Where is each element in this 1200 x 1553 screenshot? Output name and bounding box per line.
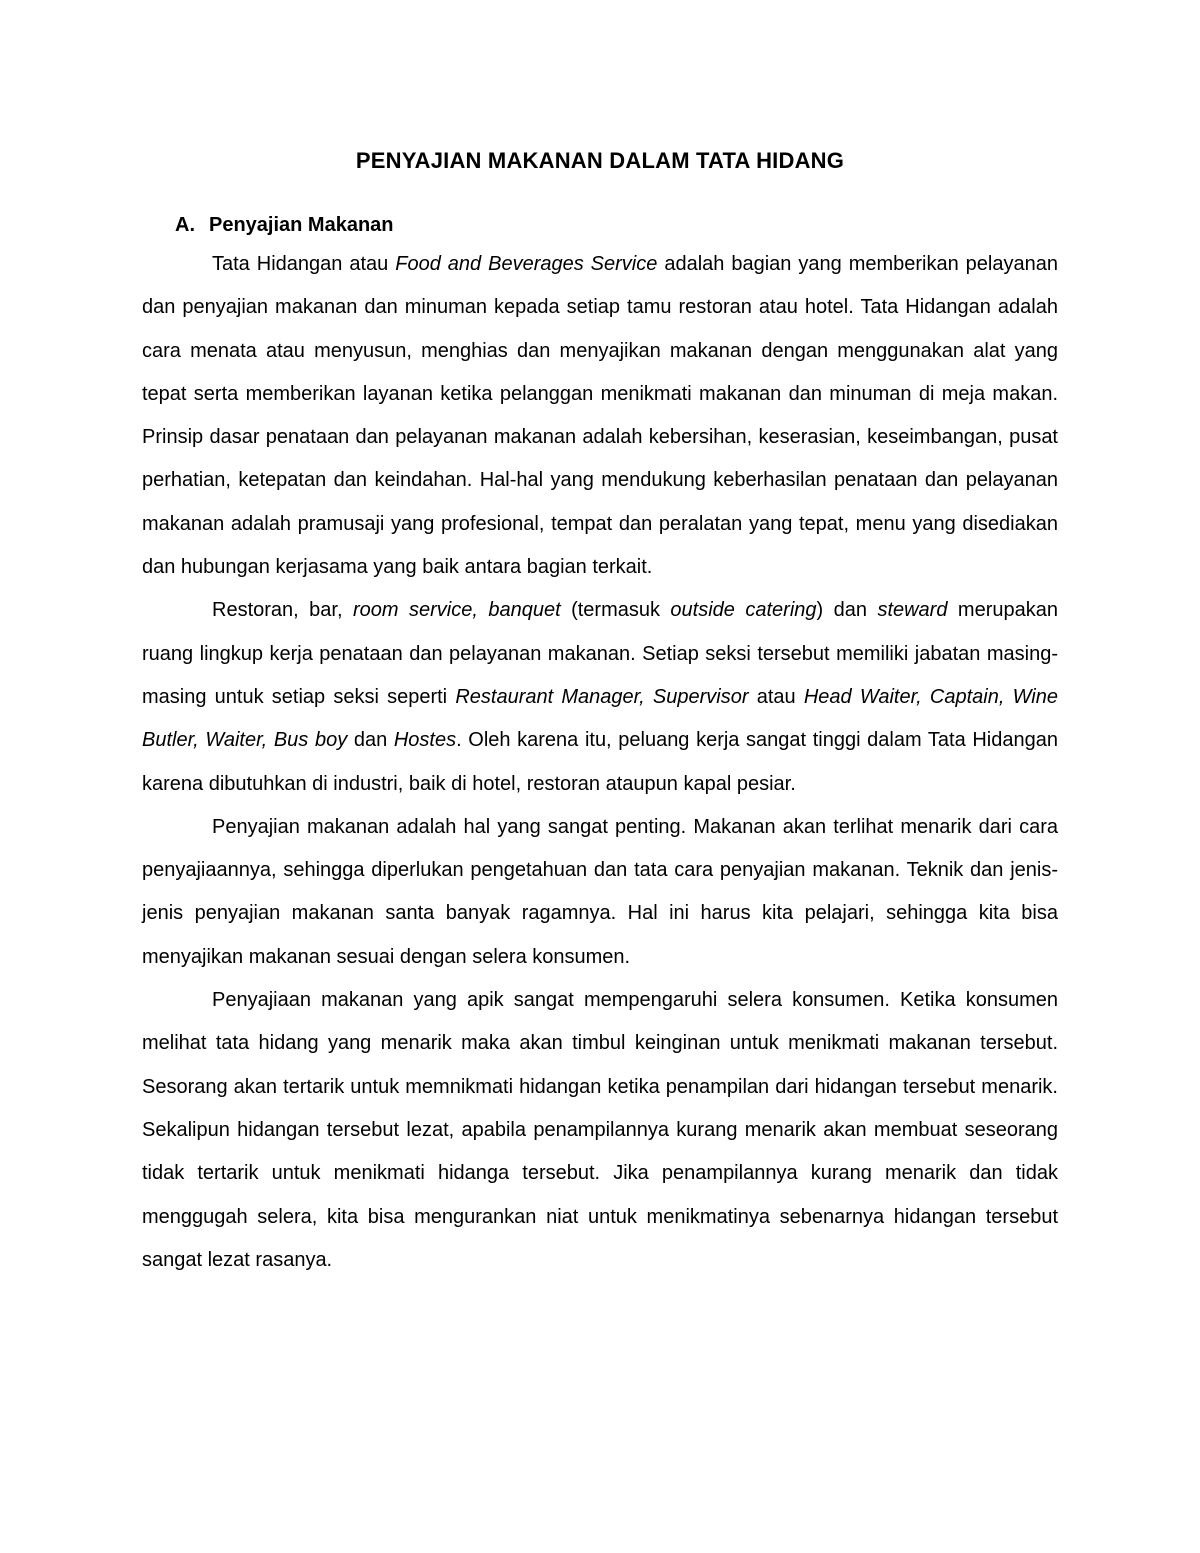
- document-body: [142, 141, 1058, 1282]
- paragraph-text: Tata Hidangan atau: [212, 253, 396, 275]
- paragraph-3: [142, 806, 1058, 979]
- paragraph-text: . Oleh karena itu, peluang kerja sangat tinggi dalam Tata Hidangan karena dibutuhkan di industri, baik di hotel, restoran ataupun kapal pesiar.: [142, 729, 1058, 795]
- paragraph-text: Penyajian makanan adalah hal yang sangat penting. Makanan akan terlihat menarik dari cara penyajiaannya, sehingga diperlukan pengetahuan dan tata cara penyajian makanan. Teknik dan jenis-jenis penyajian makanan santa banyak ragamnya. Hal ini harus kita pelajari, sehingga kita bisa menyajikan makanan sesuai dengan selera konsumen.: [142, 815, 1058, 968]
- paragraph-text: Penyajiaan makanan yang apik sangat mempengaruhi selera konsumen. Ketika konsumen melihat tata hidang yang menarik maka akan timbul keinginan untuk menikmati makanan tersebut. Sesorang akan tertarik untuk memnikmati hidangan ketika penampilan dari hidangan tersebut menarik. Sekalipun hidangan tersebut lezat, apabila penampilannya kurang menarik akan membuat seseorang tidak tertarik untuk menikmati hidanga tersebut. Jika penampilannya kurang menarik dan tidak menggugah selera, kita bisa mengurankan niat untuk menikmatinya sebenarnya hidangan tersebut sangat lezat rasanya.: [142, 989, 1058, 1271]
- paragraph-text: merupakan ruang lingkup kerja penataan dan pelayanan makanan. Setiap seksi tersebut memiliki jabatan masing-masing untuk setiap seksi seperti: [142, 599, 1058, 708]
- italic-term: Food and Beverages Service: [395, 253, 658, 275]
- section-heading: [142, 207, 1058, 243]
- paragraph-text: atau: [748, 685, 804, 708]
- section-heading-text: Penyajian Makanan: [209, 214, 394, 236]
- paragraph-text: dan: [347, 729, 394, 752]
- paragraph-4: [142, 979, 1058, 1282]
- paragraph-2: [142, 589, 1058, 805]
- italic-term: Hostes: [393, 729, 457, 752]
- italic-term: steward: [877, 599, 948, 622]
- paragraph-text: ) dan: [816, 599, 878, 622]
- document-title: PENYAJIAN MAKANAN DALAM TATA HIDANG: [355, 148, 845, 173]
- paragraph-1: [142, 243, 1058, 589]
- italic-term: room service, banquet: [352, 599, 561, 622]
- italic-term: Restaurant Manager, Supervisor: [455, 685, 749, 708]
- italic-term: outside catering: [670, 599, 817, 622]
- paragraph-text: (termasuk: [560, 599, 671, 622]
- section-number: A.: [175, 214, 195, 236]
- paragraph-text: Restoran, bar,: [212, 599, 353, 622]
- paragraph-text: adalah bagian yang memberikan pelayanan dan penyajian makanan dan minuman kepada setiap tamu restoran atau hotel. Tata Hidangan adalah cara menata atau menyusun, menghias dan menyajikan makanan dengan menggunakan alat yang tepat serta memberikan layanan ketika pelanggan menikmati makanan dan minuman di meja makan. Prinsip dasar penataan dan pelayanan makanan adalah kebersihan, keserasian, keseimbangan, pusat perhatian, ketepatan dan keindahan. Hal-hal yang mendukung keberhasilan penataan dan pelayanan makanan adalah pramusaji yang profesional, tempat dan peralatan yang tepat, menu yang disediakan dan hubungan kerjasama yang baik antara bagian terkait.: [142, 253, 1058, 579]
- italic-term: Head Waiter, Captain, Wine Butler, Waiter, Bus boy: [142, 685, 1058, 752]
